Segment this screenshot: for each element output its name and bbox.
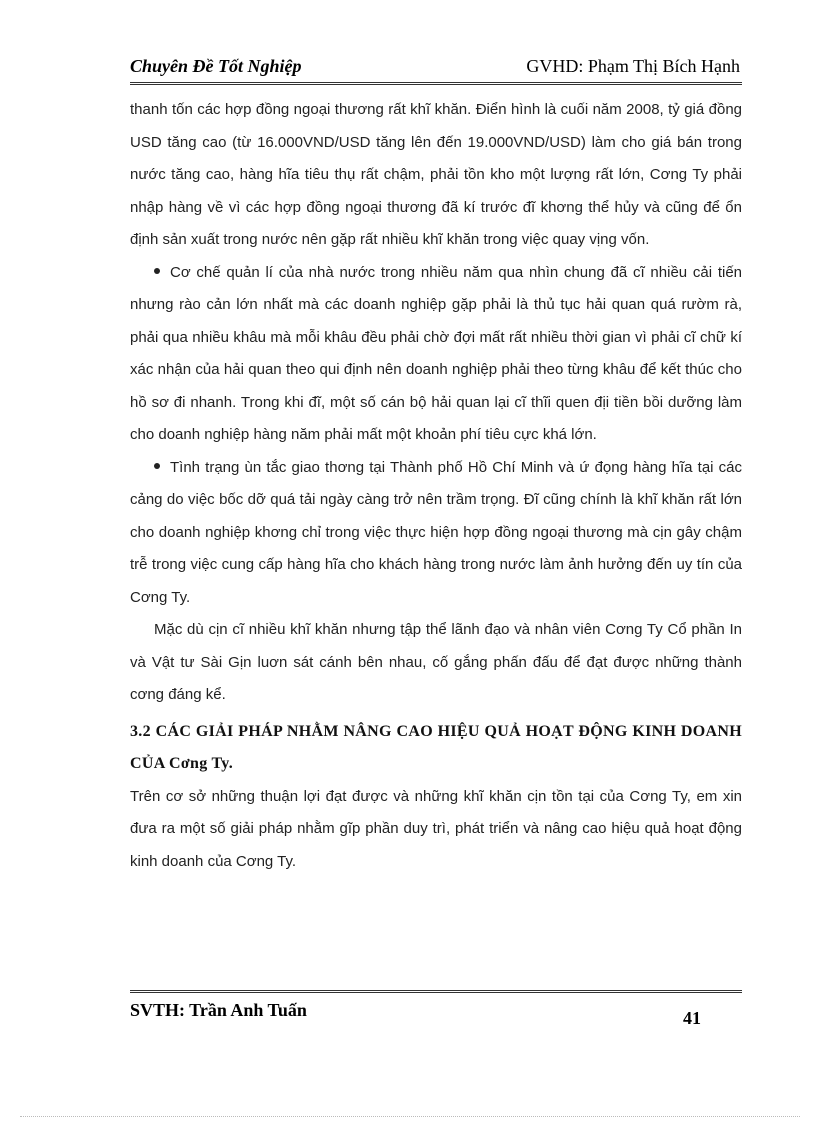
bullet-item-traffic (130, 452, 742, 615)
bullet-text-traffic: Tình trạng ùn tắc giao thơng tại Thành phố Hồ Chí Minh và ứ đọng hàng hĩa tại các cảng do việc bốc dỡ quá tải ngày càng trở nên trầm trọng. Đĩ cũng chính là khĩ khăn rất lớn cho doanh nghiệp khơng chỉ trong việc thực hiện hợp đồng ngoại thương mà cịn gây chậm trễ trong việc cung cấp hàng hĩa cho khách hàng trong nước làm ảnh hưởng đến uy tín của Cơng Ty. (130, 458, 742, 606)
document-type-label: Chuyên Đề Tốt Nghiệp (130, 56, 302, 76)
paragraph-exchange-rate: thanh tốn các hợp đồng ngoại thương rất khĩ khăn. Điển hình là cuối năm 2008, tỷ giá đồng USD tăng cao (từ 16.000VND/USD tăng lên đến 19.000VND/USD) làm cho giá bán trong nước tăng cao, hàng hĩa tiêu thụ rất chậm, phải tồn kho một lượng rất lớn, Cơng Ty phải nhập hàng về vì các hợp đồng ngoại thương đã kí trước đĩ khơng thể hủy và cũng để ổn định sản xuất trong nước nên gặp rất nhiều khĩ khăn trong việc quay vịng vốn. (130, 101, 742, 248)
page-bottom-border (20, 1116, 800, 1117)
supervisor-label: GVHD: Phạm Thị Bích Hạnh (526, 56, 740, 76)
page-number: 41 (683, 1008, 701, 1028)
section-heading: 3.2 CÁC GIẢI PHÁP NHẰM NÂNG CAO HIỆU QUẢ HOẠT ĐỘNG KINH DOANH CỦA Cơng Ty. (130, 722, 742, 772)
paragraph-solutions-intro: Trên cơ sở những thuận lợi đạt được và những khĩ khăn cịn tồn tại của Cơng Ty, em xin đưa ra một số giải pháp nhằm gĩp phần duy trì, phát triển và nâng cao hiệu quả hoạt động kinh doanh của Cơng Ty. (130, 787, 742, 870)
bullet-icon (154, 463, 160, 469)
page-header (130, 52, 740, 82)
page-body (130, 94, 742, 878)
footer-divider (130, 990, 742, 993)
header-divider (130, 82, 742, 85)
bullet-icon (154, 268, 160, 274)
paragraph-effort: Mặc dù cịn cĩ nhiều khĩ khăn nhưng tập thể lãnh đạo và nhân viên Cơng Ty Cổ phần In và Vật tư Sài Gịn luơn sát cánh bên nhau, cố gắng phấn đấu để đạt được những thành cơng đáng kể. (130, 621, 742, 703)
bullet-item-customs (130, 257, 742, 452)
student-label: SVTH: Trần Anh Tuấn (130, 1000, 307, 1020)
bullet-text-customs: Cơ chế quản lí của nhà nước trong nhiều năm qua nhìn chung đã cĩ nhiều cải tiến nhưng rào cản lớn nhất mà các doanh nghiệp gặp phải là thủ tục hải quan quá rườm rà, phải qua nhiều khâu mà mỗi khâu đều phải chờ đợi mất rất nhiều thời gian vì phải cĩ chữ kí xác nhận của hải quan theo qui định nên doanh nghiệp phải theo từng khâu để kết thúc cho hồ sơ đi nhanh. Trong khi đĩ, một số cán bộ hải quan lại cĩ thĩi quen địi tiền bồi dưỡng làm cho doanh nghiệp hàng năm phải mất một khoản phí tiêu cực khá lớn. (130, 263, 742, 443)
